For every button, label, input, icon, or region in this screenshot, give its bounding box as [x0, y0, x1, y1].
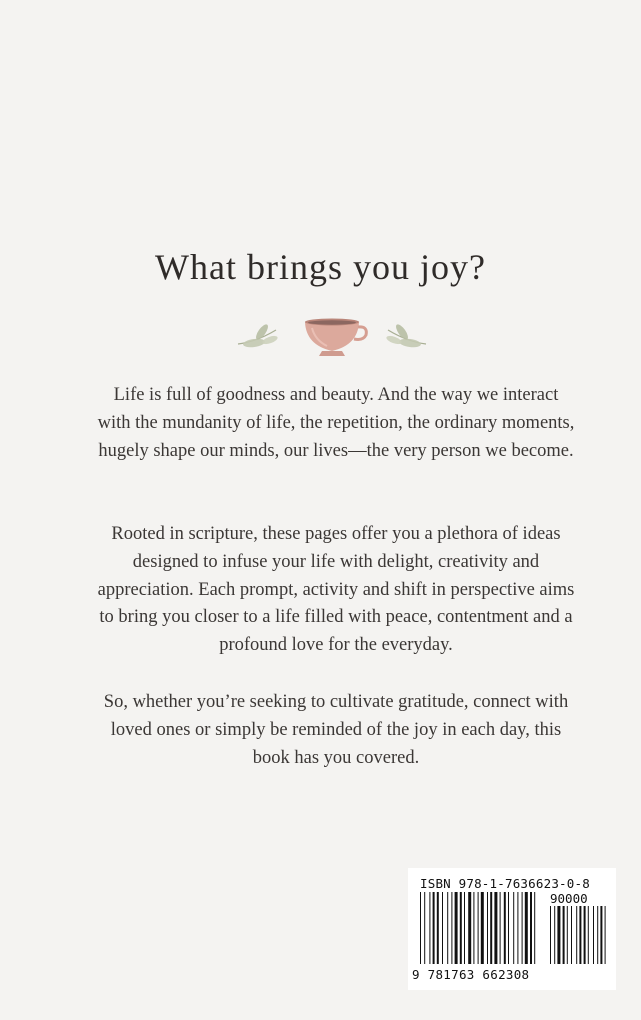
leaf-sprig-right-icon	[385, 323, 426, 349]
leaf-sprig-left-icon	[238, 323, 279, 349]
page-title: What brings you joy?	[155, 247, 486, 287]
teacup-icon	[305, 319, 366, 357]
barcode-digits: 9 781763 662308	[412, 967, 530, 982]
isbn-label: ISBN 978-1-7636623-0-8	[420, 876, 590, 891]
body-paragraph-3: So, whether you’re seeking to cultivate gratitude, connect with loved ones or simply be reminded of the joy in each day, this book has you covered.	[103, 692, 569, 768]
isbn-barcode	[408, 868, 616, 990]
ornament	[232, 312, 432, 362]
body-paragraph-1: Life is full of goodness and beauty. And the way we interact with the mundanity of life, the repetition, the ordinary moments, hugely shape our minds, our lives—the very person we become.	[97, 385, 575, 461]
price-code: 90000	[550, 891, 588, 906]
body-paragraph-2: Rooted in scripture, these pages offer you a plethora of ideas designed to infuse your life with delight, creativity and appreciation. Each prompt, activity and shift in perspective aims to bring you closer to a life filled with peace, contentment and a profound love for the everyday.	[97, 524, 575, 656]
